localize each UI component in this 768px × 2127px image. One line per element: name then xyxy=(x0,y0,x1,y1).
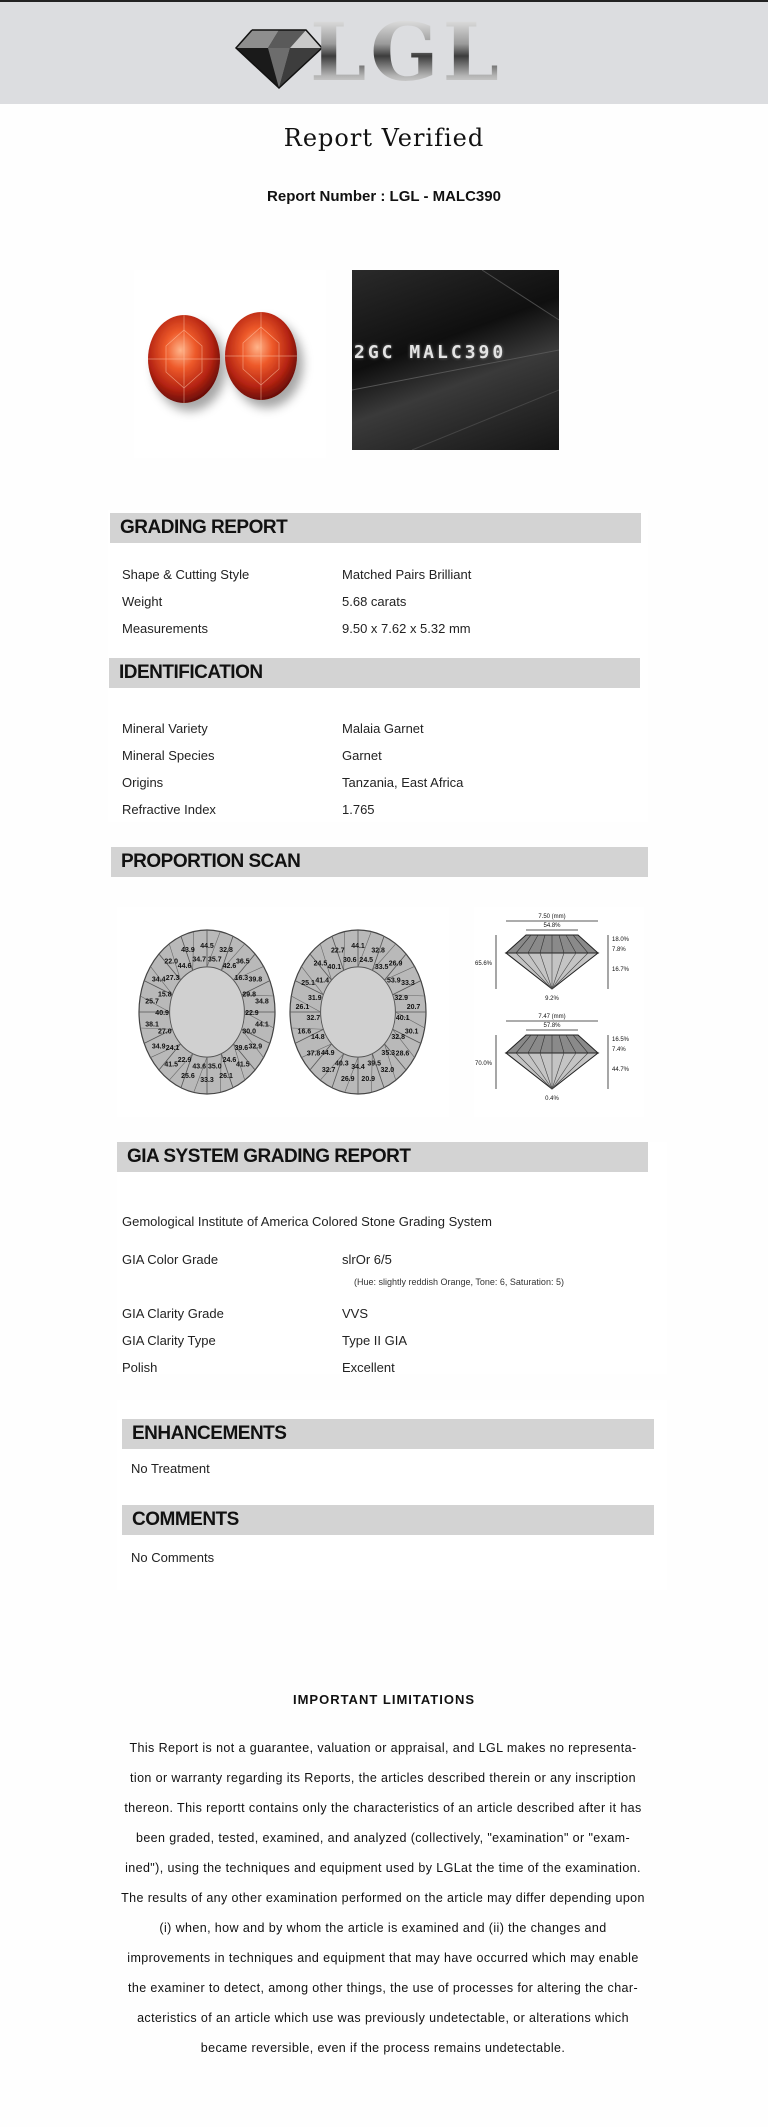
page-title: Report Verified xyxy=(283,124,485,152)
row-value: 9.50 x 7.62 x 5.32 mm xyxy=(342,621,471,636)
oval-facet-label: 22.9 xyxy=(245,1010,259,1017)
oval-facet-label: 34.4 xyxy=(351,1064,365,1072)
gia-heading: GIA SYSTEM GRADING REPORT xyxy=(117,1142,648,1172)
row-label: GIA Clarity Type xyxy=(122,1333,216,1348)
logo-text: LGL xyxy=(310,5,503,99)
oval-facet-label: 29.8 xyxy=(242,991,256,999)
oval-facet-label: 33.3 xyxy=(401,980,415,988)
oval-facet-label: 42.6 xyxy=(222,963,237,971)
oval-facet-label: 30.6 xyxy=(342,956,357,964)
row-value: Garnet xyxy=(342,748,382,763)
row-value: Matched Pairs Brilliant xyxy=(342,567,472,582)
oval-facet-label: 35.0 xyxy=(207,1063,222,1071)
row-label: Mineral Variety xyxy=(122,721,208,736)
oval-facet-label: 32.8 xyxy=(391,1034,405,1042)
oval-facet-label: 44.1 xyxy=(255,1021,269,1029)
limitations-heading: IMPORTANT LIMITATIONS xyxy=(292,1692,476,1707)
oval-facet-label: 26.1 xyxy=(219,1073,233,1081)
profile-measure-label: 16.7% xyxy=(612,967,630,973)
row-label: GIA Clarity Grade xyxy=(122,1306,224,1321)
oval-facet-label: 25.6 xyxy=(181,1073,195,1081)
oval-facet-label: 35.3 xyxy=(381,1049,396,1057)
profile-measure-label: 7.50 (mm) xyxy=(538,914,566,920)
profile-measure-label: 65.6% xyxy=(474,961,492,967)
oval-facet-label: 40.1 xyxy=(327,963,342,971)
gem-photo xyxy=(134,270,326,458)
oval-facet-label: 35.7 xyxy=(207,956,222,964)
profile-measure-label: 57.8% xyxy=(543,1023,561,1029)
profile-diagram-top xyxy=(475,914,630,1002)
oval-diagram-left xyxy=(139,930,275,1094)
oval-facet-label: 41.4 xyxy=(315,977,329,985)
oval-facet-label: 26.9 xyxy=(388,960,403,968)
oval-facet-label: 16.3 xyxy=(234,975,249,983)
profile-measure-label: 0.4% xyxy=(545,1096,559,1102)
oval-facet-label: 32.8 xyxy=(219,946,233,954)
row-label: GIA Color Grade xyxy=(122,1252,219,1267)
oval-facet-label: 22.0 xyxy=(164,958,178,966)
oval-facet-label: 31.9 xyxy=(308,995,322,1003)
oval-facet-label: 53.9 xyxy=(387,977,401,985)
header-band xyxy=(0,2,768,104)
oval-facet-label: 39.8 xyxy=(248,976,263,984)
oval-facet-label: 27.3 xyxy=(165,975,180,983)
oval-facet-label: 15.8 xyxy=(158,991,172,999)
oval-facet-label: 43.9 xyxy=(181,946,195,954)
profile-measure-label: 70.0% xyxy=(474,1061,492,1067)
profile-measure-label: 54.8% xyxy=(543,923,561,929)
lgl-logo xyxy=(232,5,503,99)
gia-system-name: Gemological Institute of America Colored Stone Grading System xyxy=(122,1214,492,1229)
oval-facet-label: 24.6 xyxy=(222,1056,237,1064)
oval-facet-label: 39.6 xyxy=(234,1044,249,1052)
oval-facet-label: 24.5 xyxy=(359,956,374,964)
oval-facet-label: 44.1 xyxy=(351,942,365,950)
profile-diagram-bottom xyxy=(475,1014,630,1102)
proportion-scan-heading: PROPORTION SCAN xyxy=(111,847,648,877)
inscription-photo xyxy=(352,270,559,450)
profile-measure-label: 18.0% xyxy=(612,937,630,943)
oval-facet-label: 43.6 xyxy=(192,1063,207,1071)
row-value: 5.68 carats xyxy=(342,594,407,609)
oval-facet-label: 38.1 xyxy=(145,1021,159,1029)
oval-facet-label: 30.1 xyxy=(404,1028,419,1036)
oval-facet-label: 20.9 xyxy=(361,1076,376,1084)
report-number: Report Number : LGL - MALC390 xyxy=(267,188,501,205)
oval-facet-label: 32.9 xyxy=(394,995,408,1003)
oval-facet-label: 22.9 xyxy=(177,1056,192,1064)
row-label: Weight xyxy=(122,594,163,609)
oval-facet-label: 41.5 xyxy=(236,1061,250,1069)
gia-color-grade-value: slrOr 6/5 xyxy=(342,1252,392,1267)
oval-facet-label: 16.6 xyxy=(297,1028,312,1036)
row-value: Type II GIA xyxy=(342,1333,408,1348)
oval-facet-label: 26.1 xyxy=(295,1003,310,1011)
row-value: Excellent xyxy=(342,1360,395,1375)
oval-facet-label: 25.7 xyxy=(145,998,159,1006)
oval-facet-label: 40.9 xyxy=(155,1010,169,1017)
oval-facet-label: 40.3 xyxy=(334,1060,349,1068)
row-value: Tanzania, East Africa xyxy=(342,775,464,790)
oval-facet-label: 34.8 xyxy=(255,998,269,1006)
row-label: Polish xyxy=(122,1360,158,1375)
oval-facet-label: 32.9 xyxy=(248,1043,263,1051)
oval-facet-label: 34.9 xyxy=(151,1043,166,1051)
oval-facet-label: 14.8 xyxy=(311,1034,325,1042)
grading-report-heading: GRADING REPORT xyxy=(110,513,641,543)
row-value: VVS xyxy=(342,1306,369,1321)
row-value: Malaia Garnet xyxy=(342,721,424,736)
oval-facet-label: 32.8 xyxy=(371,947,385,955)
enhancements-text: No Treatment xyxy=(131,1461,210,1476)
profile-measure-label: 44.7% xyxy=(612,1067,630,1073)
oval-facet-label: 28.6 xyxy=(395,1050,410,1058)
oval-facet-label: 24.5 xyxy=(313,960,328,968)
oval-facet-label: 41.5 xyxy=(164,1061,178,1069)
row-label: Measurements xyxy=(122,621,208,636)
laser-inscription: 2GC MALC390 xyxy=(354,342,507,363)
oval-facet-label: 39.5 xyxy=(367,1060,382,1068)
row-label: Origins xyxy=(122,775,164,790)
oval-diagram-right xyxy=(290,930,426,1094)
oval-facet-label: 27.0 xyxy=(158,1028,172,1036)
oval-facet-label: 44.6 xyxy=(177,963,192,971)
oval-facet-label: 33.5 xyxy=(374,963,389,971)
oval-facet-label: 33.3 xyxy=(200,1077,214,1085)
oval-facet-label: 37.8 xyxy=(306,1050,321,1058)
profile-measure-label: 9.2% xyxy=(545,996,559,1002)
row-label: Mineral Species xyxy=(122,748,215,763)
profile-measure-label: 16.5% xyxy=(612,1037,630,1043)
oval-facet-label: 22.7 xyxy=(331,947,345,955)
oval-facet-label: 44.9 xyxy=(320,1049,335,1057)
oval-facet-label: 24.1 xyxy=(165,1044,180,1052)
limitations-text: This Report is not a guarantee, valuation or appraisal, and LGL makes no representa- tion or warranty regarding its Reports, the articles described therein or any inscription thereon. This reportt contains only the characteristics of an article described after it has been graded, tested, examined, and analyzed (collectively, "examination" or "exam- ined"), using the techniques and equipment used by LGLat the time of the examination. The results of any other examination performed on the article may differ depending upon (i) when, how and by whom the article is examined and (ii) the changes and improvements in techniques and equipment that may have occurred which may enable the examiner to detect, among other things, the use of processes for altering the char- acteristics of an article which use was previously undetectable, or alterations which became reversible, even if the process remains undetectable. xyxy=(121,1741,645,2055)
oval-facet-label: 32.7 xyxy=(306,1014,321,1022)
oval-facet-label: 36.5 xyxy=(236,958,250,966)
oval-facet-label: 34.4 xyxy=(151,976,166,984)
gia-color-note: (Hue: slightly reddish Orange, Tone: 6, Saturation: 5) xyxy=(354,1277,564,1287)
oval-facet-label: 34.7 xyxy=(192,956,207,964)
comments-text: No Comments xyxy=(131,1550,215,1565)
oval-facet-label: 40.1 xyxy=(395,1014,410,1022)
row-label: Shape & Cutting Style xyxy=(122,567,250,582)
oval-facet-label: 44.5 xyxy=(200,942,214,950)
oval-facet-label: 32.0 xyxy=(380,1067,395,1075)
profile-measure-label: 7.47 (mm) xyxy=(538,1014,566,1020)
identification-heading: IDENTIFICATION xyxy=(109,658,640,688)
proportion-scan-profile-image xyxy=(474,907,644,1117)
oval-facet-label: 26.9 xyxy=(340,1076,355,1084)
row-value: 1.765 xyxy=(342,802,375,817)
oval-facet-label: 30.0 xyxy=(242,1028,256,1036)
profile-measure-label: 7.8% xyxy=(612,947,626,953)
oval-facet-label: 32.7 xyxy=(321,1067,336,1075)
oval-facet-label: 25.1 xyxy=(301,980,315,988)
comments-heading: COMMENTS xyxy=(122,1505,654,1535)
enhancements-heading: ENHANCEMENTS xyxy=(122,1419,654,1449)
oval-facet-label: 20.7 xyxy=(406,1003,421,1011)
profile-measure-label: 7.4% xyxy=(612,1047,626,1053)
row-label: Refractive Index xyxy=(122,802,216,817)
proportion-scan-oval-image xyxy=(117,907,449,1117)
